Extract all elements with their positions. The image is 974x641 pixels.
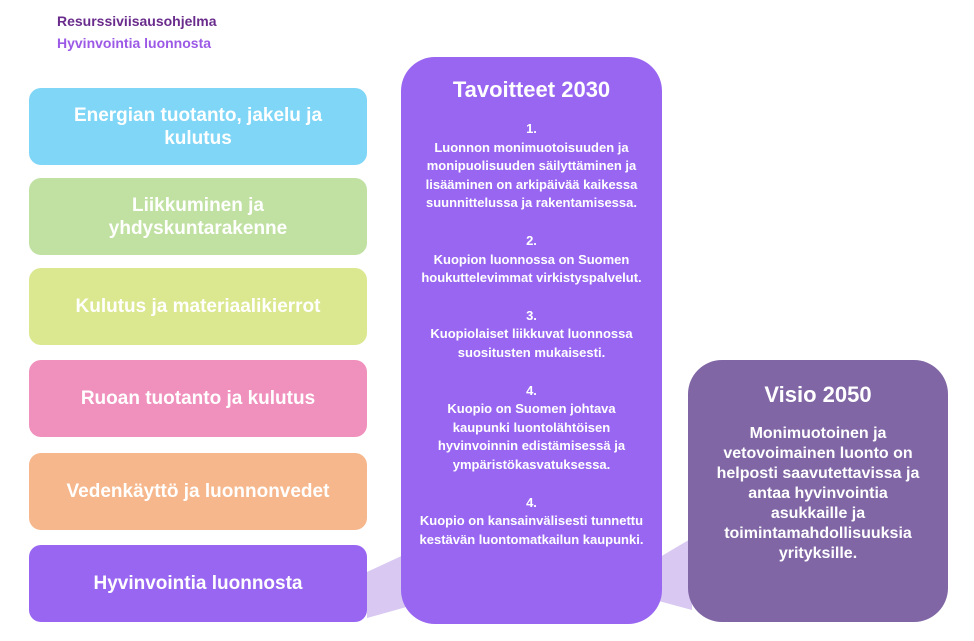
goal-number: 1. — [526, 121, 537, 136]
vision-text: Monimuotoinen ja vetovoimainen luonto on helposti saavutettavissa ja antaa hyvinvointia asukkaille ja toimintamahdollisuuksia yrityksille. — [716, 425, 920, 562]
category-consumption[interactable]: Kulutus ja materiaalikierrot — [29, 268, 367, 345]
goal-text: Kuopion luonnossa on Suomen houkuttelevimmat virkistyspalvelut. — [421, 251, 642, 286]
vision-2050-box — [688, 360, 948, 622]
goal-item — [401, 494, 662, 550]
goal-item — [401, 382, 662, 475]
vision-title: Visio 2050 — [764, 382, 872, 407]
goal-number: 4. — [526, 382, 537, 398]
category-water[interactable]: Vedenkäyttö ja luonnonvedet — [29, 453, 367, 530]
goals-2030-box — [401, 57, 662, 624]
category-food[interactable]: Ruoan tuotanto ja kulutus — [29, 360, 367, 437]
category-nature-wellbeing[interactable]: Hyvinvointia luonnosta — [29, 545, 367, 622]
program-subtitle: Hyvinvointia luonnosta — [57, 35, 212, 51]
category-mobility[interactable]: Liikkuminen ja yhdyskuntarakenne — [29, 178, 367, 255]
goal-number: 2. — [526, 232, 537, 248]
goal-text: Kuopio on kansainvälisesti tunnettu kestävän luontomatkailun kaupunki. — [419, 513, 644, 547]
goal-number: 3. — [526, 307, 537, 323]
goals-title: Tavoitteet 2030 — [452, 77, 611, 102]
goal-item — [401, 307, 662, 363]
category-energy[interactable]: Energian tuotanto, jakelu ja kulutus — [29, 88, 367, 165]
goal-text: Luonnon monimuotoisuuden ja monipuolisuuden säilyttäminen ja lisääminen on arkipäivää kaikessa suunnittelussa ja rakentamisessa. — [425, 139, 638, 211]
goal-item — [401, 120, 662, 213]
goal-item — [401, 232, 662, 288]
program-title: Resurssiviisausohjelma — [57, 13, 217, 29]
goal-number: 4. — [526, 494, 537, 510]
goal-text: Kuopio on Suomen johtava kaupunki luontolähtöisen hyvinvoinnin edistämisessä ja ympäristökasvatuksessa. — [437, 401, 626, 472]
goal-text: Kuopiolaiset liikkuvat luonnossa suositusten mukaisesti. — [430, 326, 633, 360]
